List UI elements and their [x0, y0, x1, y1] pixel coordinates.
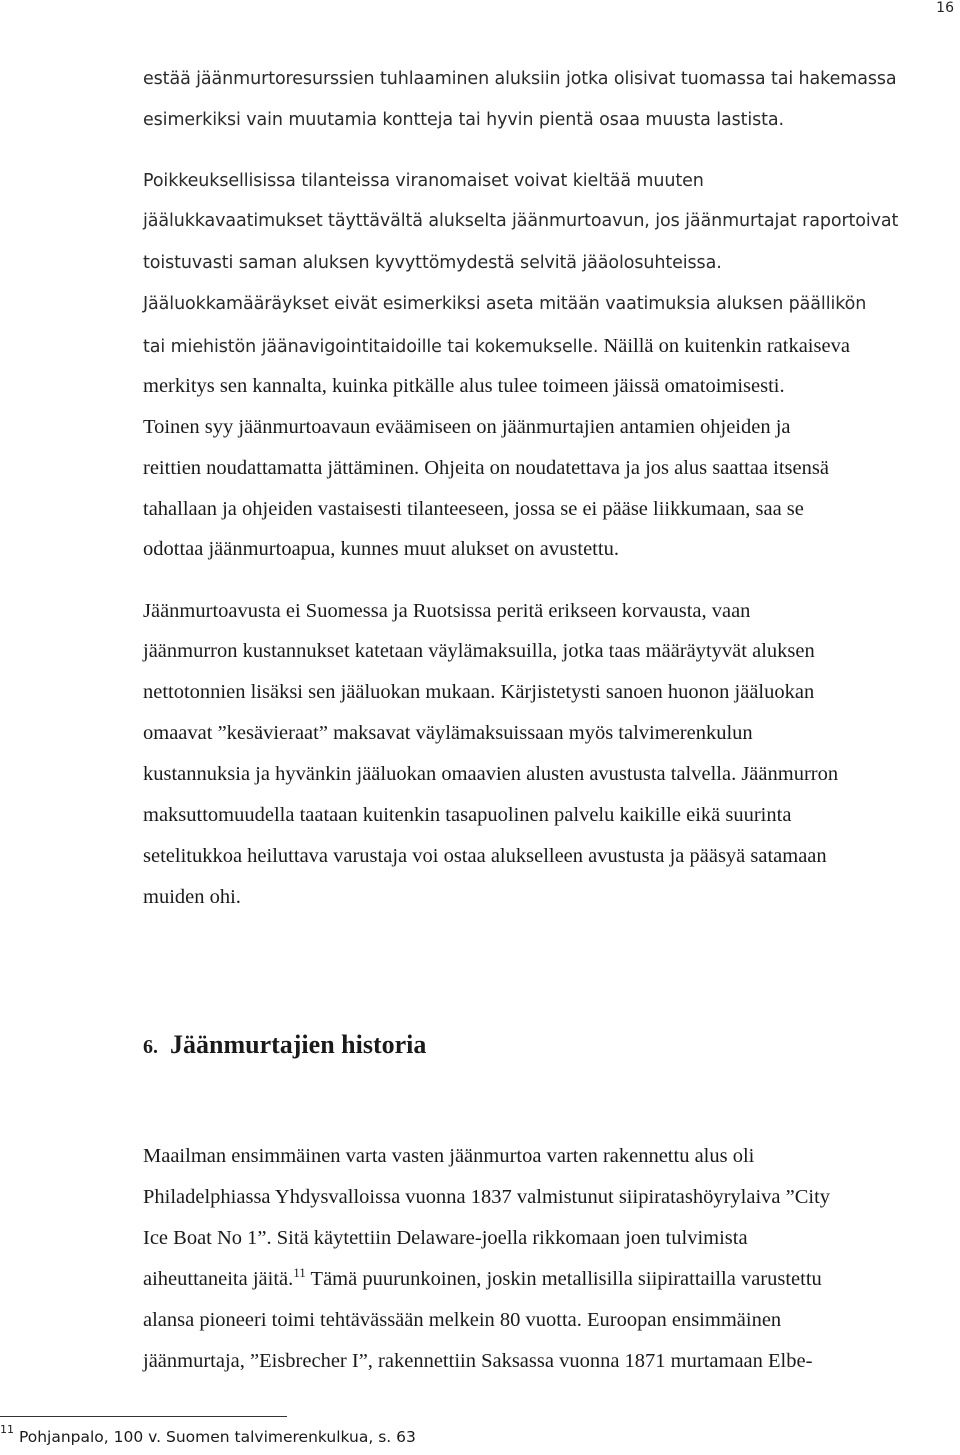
- text-line: maksuttomuudella taataan kuitenkin tasapuolinen palvelu kaikille eikä suurinta: [143, 804, 792, 826]
- text-line: Toinen syy jäänmurtoavaun eväämiseen on jäänmurtajien antamien ohjeiden ja: [143, 416, 791, 438]
- text-line: reittien noudattamatta jättäminen. Ohjeita on noudatettava ja jos alus saattaa itsensä: [143, 457, 829, 479]
- section-number: 6.: [143, 1036, 158, 1058]
- footnote-number: 11: [0, 1423, 14, 1436]
- text-line: Philadelphiassa Yhdysvalloissa vuonna 1837 valmistunut siipiratashöyrylaiva ”City: [143, 1186, 831, 1208]
- text-line: odottaa jäänmurtoapua, kunnes muut alukset on avustettu.: [143, 538, 619, 560]
- text-line: esimerkiksi vain muutamia kontteja tai hyvin pientä osaa muusta lastista.: [143, 110, 785, 130]
- text-run: aiheuttaneita jäitä.: [143, 1268, 294, 1290]
- text-run: Näillä on kuitenkin ratkaiseva: [598, 335, 850, 357]
- text-line: setelitukkoa heiluttava varustaja voi ostaa alukselleen avustusta ja pääsyä satamaan: [143, 845, 827, 867]
- text-line: [143, 335, 850, 358]
- text-line: jäänmurron kustannukset katetaan väylämaksuilla, jotka taas määräytyvät aluksen: [143, 640, 815, 662]
- text-line: estää jäänmurtoresurssien tuhlaaminen aluksiin jotka olisivat tuomassa tai hakemassa: [143, 69, 897, 89]
- text-line: toistuvasti saman aluksen kyvyttömydestä selvitä jääolosuhteissa.: [143, 253, 722, 273]
- text-line: Ice Boat No 1”. Sitä käytettiin Delaware-joella rikkomaan joen tulvimista: [143, 1227, 748, 1249]
- text-run: Tämä puurunkoinen, joskin metallisilla siipirattailla varustettu: [305, 1268, 822, 1290]
- text-run: tai miehistön jäänavigointitaidoille tai kokemukselle.: [143, 337, 599, 357]
- text-line: Jääluokkamääräykset eivät esimerkiksi aseta mitään vaatimuksia aluksen päällikön: [143, 294, 867, 314]
- text-line: alansa pioneeri toimi tehtävässään melkein 80 vuotta. Euroopan ensimmäinen: [143, 1309, 782, 1331]
- text-line: Poikkeuksellisissa tilanteissa viranomaiset voivat kieltää muuten: [143, 171, 704, 191]
- text-line: jäänmurtaja, ”Eisbrecher I”, rakennettiin Saksassa vuonna 1871 murtamaan Elbe-: [143, 1350, 813, 1372]
- text-line: kustannuksia ja hyvänkin jääluokan omaavien alusten avustusta talvella. Jäänmurron: [143, 763, 839, 785]
- footnote-text: Pohjanpalo, 100 v. Suomen talvimerenkulkua, s. 63: [18, 1428, 416, 1446]
- footnote-separator: [0, 1416, 287, 1417]
- text-line: [143, 1265, 822, 1291]
- footnote: [0, 1423, 416, 1446]
- text-line: Maailman ensimmäinen varta vasten jäänmurtoa varten rakennettu alus oli: [143, 1145, 755, 1167]
- section-title: Jäänmurtajien historia: [170, 1030, 427, 1059]
- footnote-reference[interactable]: 11: [293, 1265, 306, 1280]
- text-line: nettotonnien lisäksi sen jääluokan mukaan. Kärjistetysti sanoen huonon jääluokan: [143, 681, 815, 703]
- text-line: jäälukkavaatimukset täyttävältä alukselta jäänmurtoavun, jos jäänmurtajat raportoivat: [143, 211, 899, 231]
- text-line: muiden ohi.: [143, 886, 241, 908]
- text-line: Jäänmurtoavusta ei Suomessa ja Ruotsissa peritä erikseen korvausta, vaan: [143, 600, 751, 622]
- section-heading: [143, 1030, 426, 1060]
- text-line: omaavat ”kesävieraat” maksavat väylämaksuissaan myös talvimerenkulun: [143, 722, 753, 744]
- page-number: 16: [936, 0, 954, 16]
- text-line: merkitys sen kannalta, kuinka pitkälle alus tulee toimeen jäissä omatoimisesti.: [143, 375, 785, 397]
- text-line: tahallaan ja ohjeiden vastaisesti tilanteeseen, jossa se ei pääse liikkumaan, saa se: [143, 498, 804, 520]
